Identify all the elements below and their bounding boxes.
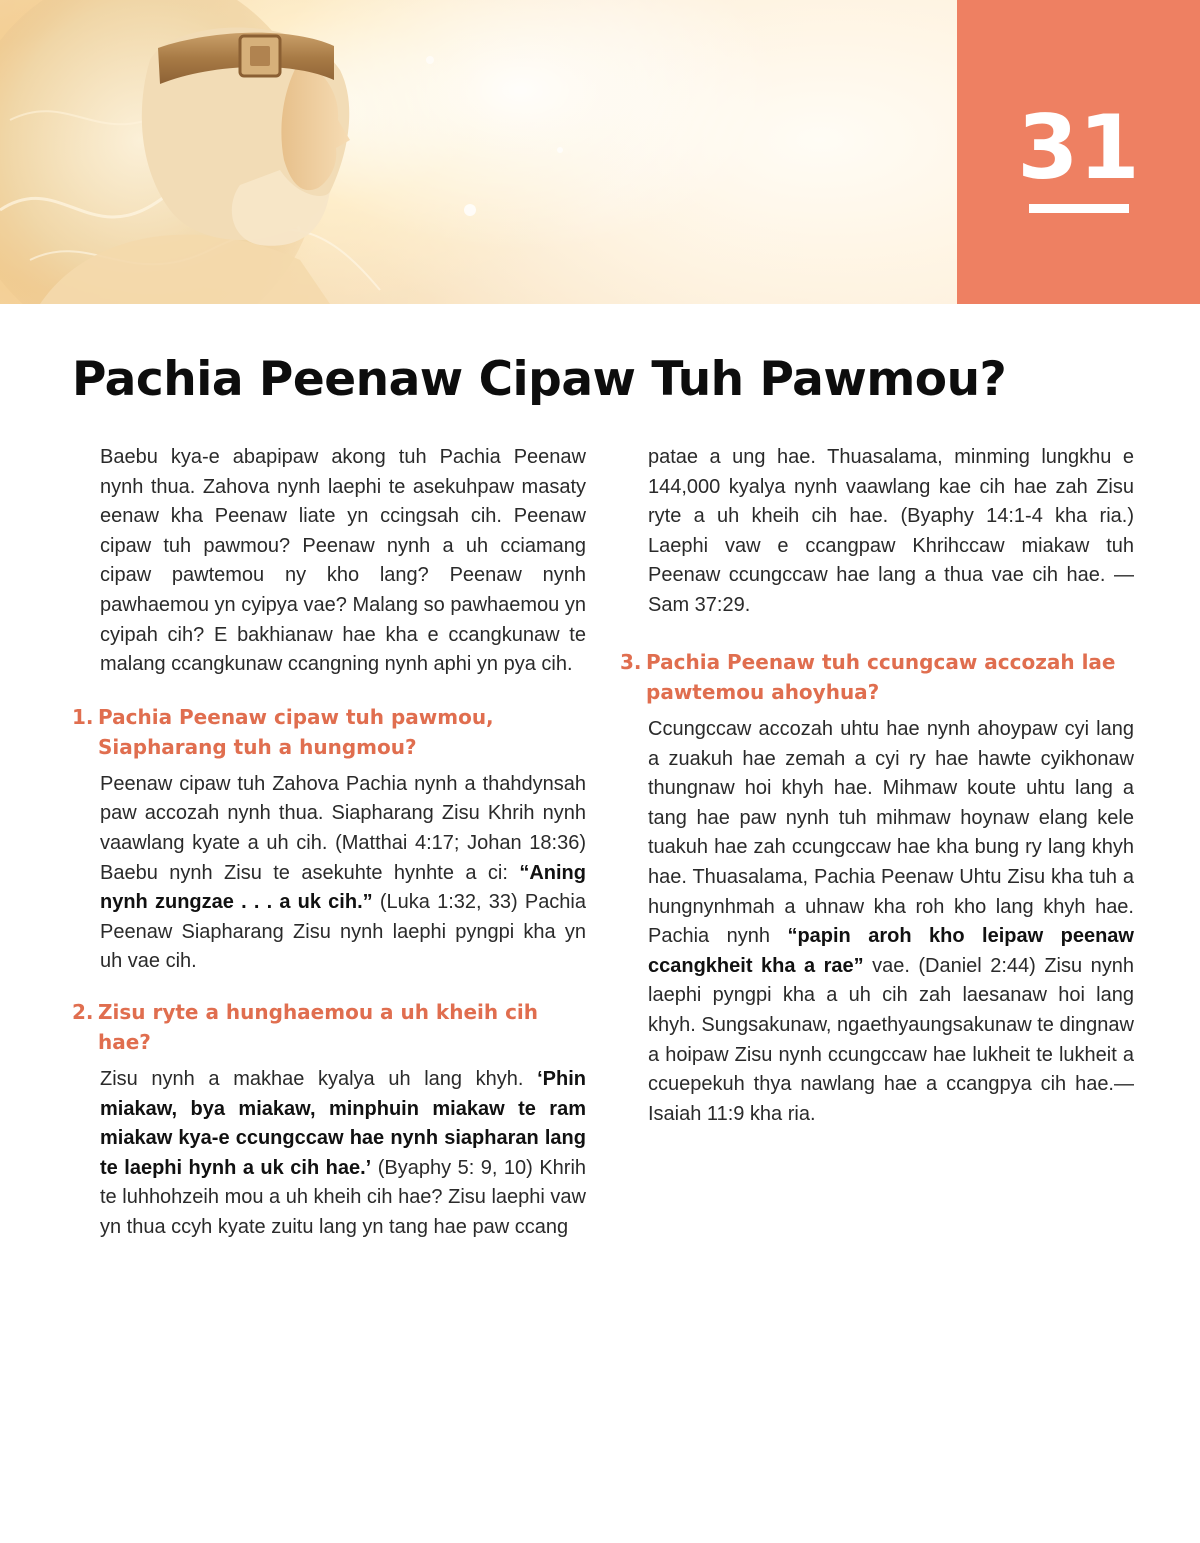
answer-text: Zisu nynh a makhae kyalya uh lang khyh. [100,1067,538,1090]
hero-image [0,0,957,304]
scripture-quote: “papin aroh kho leipaw peenaw ccangkheit kha a rae” [648,925,1134,977]
question-text: Pachia Peenaw cipaw tuh pawmou, Siapharang tuh a hungmou? [98,704,494,759]
lesson-number: 31 [1017,96,1140,199]
right-column-continuation [620,443,1134,621]
lesson-number-underline [1029,204,1129,213]
page-title: Pachia Peenaw Cipaw Tuh Pawmou? [72,352,1007,407]
question-text: Zisu ryte a hunghaemou a uh kheih cih hae? [98,999,539,1054]
right-column [620,647,1134,1129]
intro-paragraph: Baebu kya-e abapipaw akong tuh Pachia Peenaw nynh thua. Zahova nynh laephi te asekuhpaw masaty eenaw kha Peenaw liate yn ccingsah cih. Peenaw cipaw tuh pawmou? Peenaw nynh a uh cciamang cipaw pawtemou ny kho lang? Peenaw nynh pawhaemou yn cyipya vae? Malang so pawhaemou yn cyipah cih? E bakhianaw hae kha e ccangkunaw te malang ccangkunaw ccangning nynh aphi yn pya cih. [100,446,586,676]
left-column [72,443,586,1242]
answer-text: patae a ung hae. Thuasalama, minming lungkhu e 144,000 kyalya nynh vaawlang kae cih hae zah Zisu ryte a uh kheih cih hae. (Byaphy 14:1-4 kha ria.) Laephi vaw e ccangpaw Khrihccaw miakaw tuh Peenaw ccungccaw hae lang a thua vae cih hae. —Sam 37:29. [648,446,1134,616]
question-heading-1 [72,702,586,762]
answer-text: vae. (Daniel 2:44) Zisu nynh laephi pyngpi kha a uh cih zah laesanaw hoi lang khyh. Sungsakunaw, ngaethyaungsakunaw te dingnaw a hoipaw Zisu nynh ccungccaw hae lukheit te lukheit a ccuepekuh thya nawlang hae a ccangpya cih hae.—Isaiah 11:9 kha ria. [648,954,1134,1125]
lesson-number-box [957,0,1200,304]
answer-text: (Luka 1:32, 33) Pachia Peenaw Siapharang Zisu nynh laephi pyngpi kha yn uh vae cih. [100,891,586,973]
crowned-king-illustration [0,0,957,304]
answer-paragraph-2 [72,1065,586,1243]
question-number: 1. [72,704,94,729]
question-text: Pachia Peenaw tuh ccungcaw accozah lae pawtemou ahoyhua? [646,650,1116,704]
answer-text: Ccungccaw accozah uhtu hae nynh ahoypaw cyi lang a zuakuh hae zemah a cyi ry hae hawte cyikhonaw thungnaw hoi khyh hae. Mihmaw koute uhtu lang a tang hae paw nynh tuh mihmaw hoynaw elang kele tuakuh hae zah ccungccaw hae kha bung ry lang khyh hae. Thuasalama, Pachia Peenaw Uhtu Zisu kha tuh a hungnynhmah a uhnaw kha roh kho lang khyh hae. Pachia nynh [648,718,1134,948]
question-heading-2 [72,997,586,1057]
question-number: 3. [620,650,642,674]
answer-paragraph-2-continued [620,443,1134,621]
answer-text: Peenaw cipaw tuh Zahova Pachia nynh a thahdynsah paw accozah nynh thua. Siapharang Zisu Khrih nynh vaawlang kyate a uh cih. (Matthai 4:17; Johan 18:36) Baebu nynh Zisu te asekuhte hynhte a ci: [100,772,586,884]
scripture-quote: “Aning nynh zungzae . . . a uk cih.” [100,861,586,914]
answer-paragraph-1 [72,770,586,977]
answer-text: (Byaphy 5: 9, 10) Khrih te luhhohzeih mou a uh kheih cih hae? Zisu laephi vaw yn thua ccyh kyate zuitu lang yn tang hae paw ccang [100,1156,587,1238]
question-number: 2. [72,999,94,1024]
question-heading-3 [620,647,1134,707]
scripture-quote: ‘Phin miakaw, bya miakaw, minphuin miakaw te ram miakaw kya-e ccungccaw hae nynh siapharan lang te laephi hynh a uk cih hae.’ [100,1067,586,1179]
answer-paragraph-3 [620,715,1134,1129]
